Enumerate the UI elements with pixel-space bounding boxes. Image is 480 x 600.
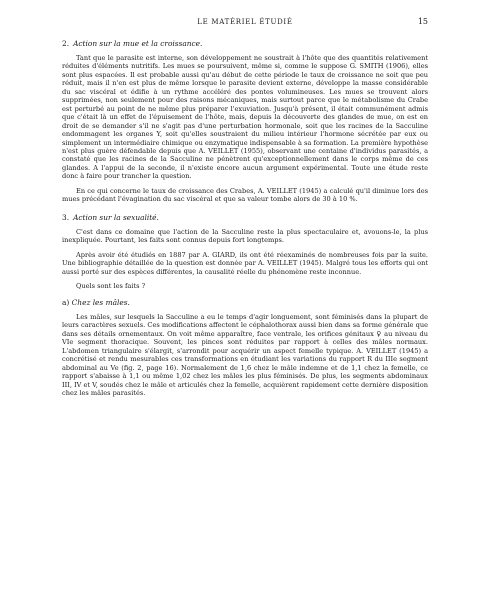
section-heading-sexualite: [62, 213, 428, 222]
subsection-label: a): [62, 297, 70, 307]
running-header: [62, 16, 428, 30]
section-number: 3.: [62, 212, 70, 222]
section-number: 2.: [62, 39, 70, 48]
page-number: 15: [417, 17, 428, 26]
running-title: LE MATÉRIEL ÉTUDIÉ: [197, 18, 293, 26]
section-title: Action sur la mue et la croissance.: [73, 39, 203, 48]
section-title: Action sur la sexualité.: [73, 212, 159, 222]
section-heading-mue: [62, 39, 428, 48]
subsection-title: Chez les mâles.: [71, 297, 130, 307]
paragraph: Après avoir été étudiés en 1887 par A. GIARD, ils ont été réexaminés de nombreuses fois par la suite. Une bibliographie détaillée de la question est donnée par A. VEILLET (1945). Malgré tous les efforts qui ont aussi porté sur des espèces différentes, la causalité réelle du phénomène reste inconnue.: [62, 250, 428, 276]
paragraph: C'est dans ce domaine que l'action de la Sacculine reste la plus spectaculaire et, avouons-le, la plus inexpliquée. Pourtant, les faits sont connus depuis fort longtemps.: [62, 227, 428, 245]
question-line: Quels sont les faits ?: [76, 281, 146, 290]
paragraph: Les mâles, sur lesquels la Sacculine a eu le temps d'agir longuement, sont féminisés dans la plupart de leurs caractères sexuels. Ces modifications affectent le céphalothorax aussi bien dans sa forme générale que dans ses détails ornementaux. On voit même apparaître, face ventrale, les orifices génitaux ♀ au niveau du VIe segment thoracique. Souvent, les pinces sont réduites par rapport à celles des mâles normaux. L'abdomen triangulaire s'élargit, s'arrondit pour acquérir un aspect femelle typique. A. VEILLET (1945) a concrétisé et rendu mesurables ces transformations en étudiant les variations du rapport R du IIIe segment abdominal au Ve (fig. 2, page 16). Normalement de 1,6 chez le mâle indemne et de 1,1 chez la femelle, ce rapport s'abaisse à 1,1 ou même 1,02 chez les mâles les plus féminisés. De plus, les segments abdominaux III, IV et V, soudés chez le mâle et articulés chez la femelle, acquièrent rapidement cette dernière disposition chez les mâles parasités.: [62, 312, 428, 398]
paragraph: Tant que le parasite est interne, son développement ne soustrait à l'hôte que des quantités relativement réduites d'éléments nutritifs. Les mues se poursuivent, même si, comme le suppose G. SMITH (1906), elles sont plus espacées. Il est probable aussi qu'au début de cette période le taux de croissance ne soit que peu réduit, mais il n'en est plus de même lorsque le parasite devient externe, développe la masse considérable du sac viscéral et édifie à un rythme accéléré des pontes volumineuses. Les mues se trouvent alors supprimées, non seulement pour des raisons mécaniques, mais surtout parce que le métabolisme du Crabe est perturbé au point de ne même plus préparer l'exuviation. Jusqu'à présent, il était communément admis que c'était là un effet de l'épuisement de l'hôte, mais, depuis la découverte des glandes de mue, on est en droit de se demander s'il ne s'agit pas d'une perturbation hormonale, soit que les racines de la Sacculine endommagent les organes Y, soit qu'elles soustraient du milieu intérieur l'hormone sécrétée par eux ou simplement un intermédiaire chimique ou enzymatique indispensable à sa formation. La première hypothèse n'est plus guère défendable depuis que A. VEILLET (1955), observant une centaine d'individus parasités, a constaté que les racines de la Sacculine ne pénètrent qu'exceptionnellement dans le corps même de ces glandes. A l'appui de la seconde, il n'existe encore aucun argument expérimental. Toute une étude reste donc à faire pour trancher la question.: [62, 54, 428, 181]
subsection-heading: [62, 298, 428, 307]
paragraph: En ce qui concerne le taux de croissance des Crabes, A. VEILLET (1945) a calculé qu'il diminue lors des mues précédant l'évagination du sac viscéral et que sa valeur tombe alors de 30 à 10 %.: [62, 186, 428, 204]
